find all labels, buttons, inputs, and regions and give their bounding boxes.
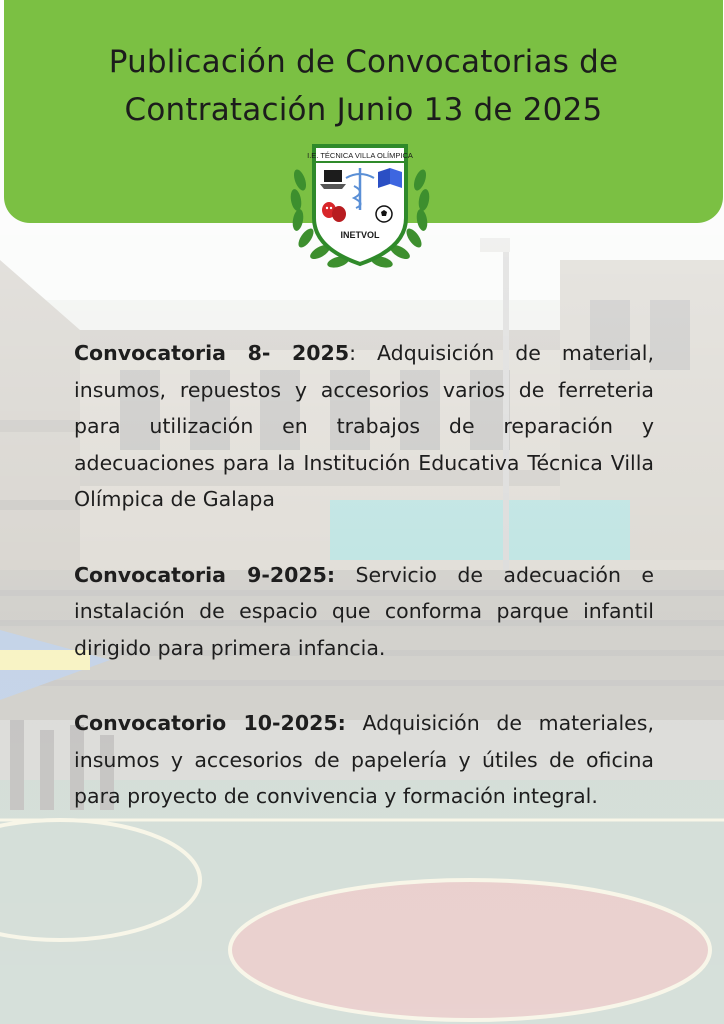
call-code: Convocatorio 10-2025: [74, 711, 346, 735]
call-item [74, 557, 654, 667]
call-code: Convocatoria 9-2025: [74, 562, 336, 587]
title-line-1: Publicación de Convocatorias de [108, 44, 619, 80]
call-item [74, 335, 654, 518]
call-item [74, 705, 654, 815]
call-description: Servicio de adecuación e instalación de espacio que conforma parque infantil dirigido para primera infancia. [74, 562, 654, 660]
school-logo [286, 140, 434, 274]
call-description: Adquisición de material, insumos, repuestos y accesorios varios de ferreteria para utilización en trabajos de reparación y adecuaciones para la Institución Educativa Técnica Villa Olímpica de Galapa [74, 341, 654, 511]
call-description: Adquisición de materiales, insumos y accesorios de papelería y útiles de oficina para proyecto de convivencia y formación integral. [74, 711, 654, 808]
logo-top-text: I.E. TÉCNICA VILLA OLÍMPICA [307, 151, 413, 160]
soccer-ball-icon [376, 206, 392, 222]
title-line-2: Contratación Junio 13 de 2025 [124, 92, 603, 128]
call-separator: : [349, 341, 357, 365]
logo-bottom-text: INETVOL [340, 230, 380, 240]
page-title [24, 38, 703, 134]
announcement-list [74, 335, 654, 854]
call-code: Convocatoria 8- 2025 [74, 341, 350, 365]
